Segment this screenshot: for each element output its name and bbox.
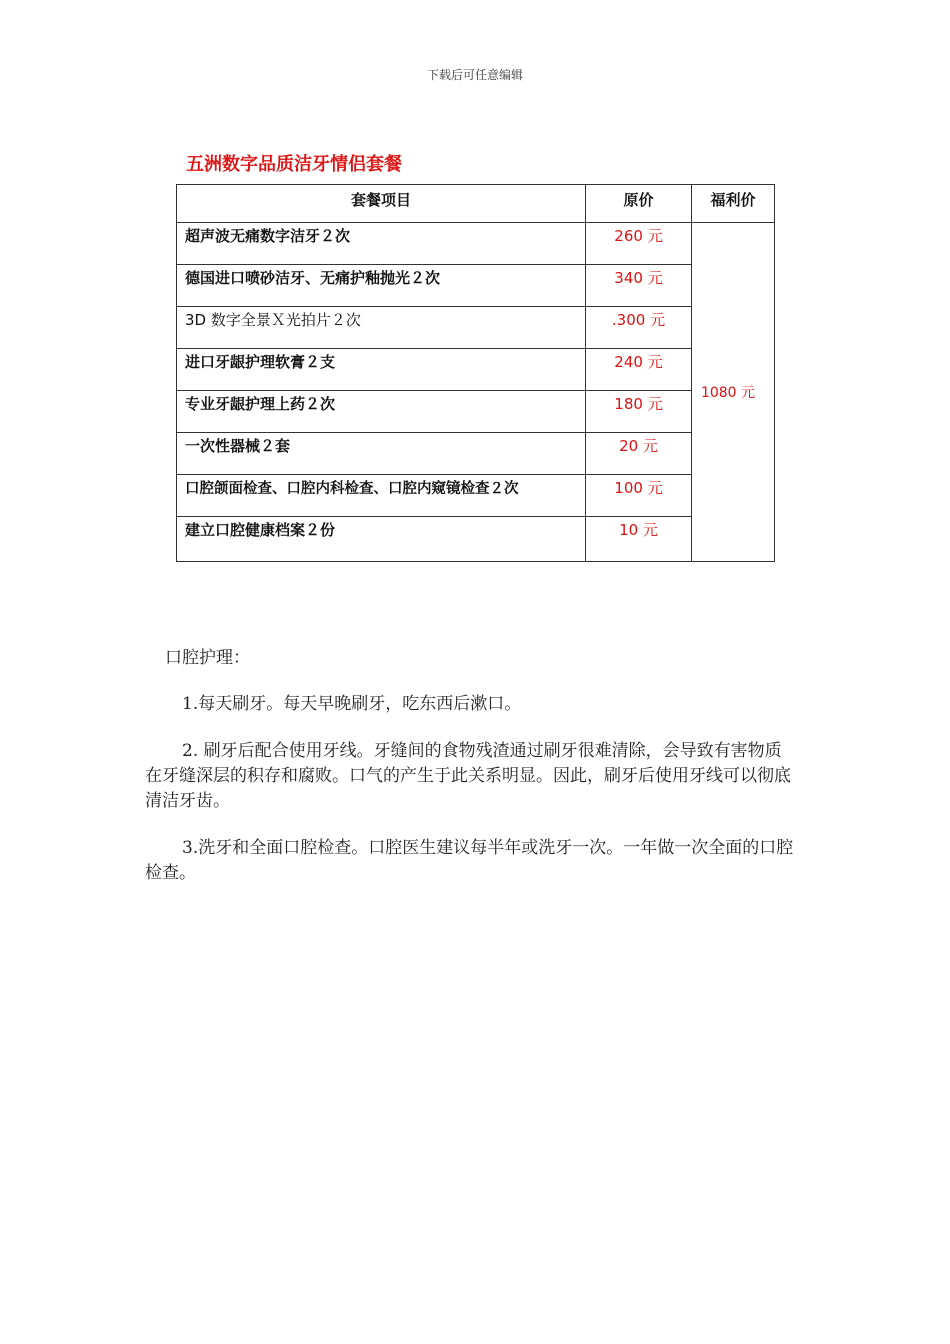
item-cell: 一次性器械２套	[177, 433, 586, 475]
table-header-row	[177, 185, 775, 223]
price-cell: 100 元	[586, 475, 692, 517]
column-header-welfare: 福利价	[692, 185, 775, 223]
price-cell: 260 元	[586, 223, 692, 265]
price-cell: 180 元	[586, 391, 692, 433]
table-row	[177, 349, 775, 391]
oral-care-point-2: 2. 刷牙后配合使用牙线。牙缝间的食物残渣通过刷牙很难清除，会导致有害物质在牙缝深层的积存和腐败。口气的产生于此关系明显。因此，刷牙后使用牙线可以彻底清洁牙齿。	[145, 741, 791, 811]
welfare-price-cell: 1080 元	[692, 223, 775, 562]
column-header-item: 套餐项目	[177, 185, 586, 223]
item-cell: 进口牙龈护理软膏２支	[177, 349, 586, 391]
page-header-note: 下载后可任意编辑	[426, 68, 523, 82]
table-row	[177, 433, 775, 475]
price-cell: .300 元	[586, 307, 692, 349]
item-cell: 德国进口喷砂洁牙、无痛护釉抛光２次	[177, 265, 586, 307]
package-title: 五洲数字品质洁牙情侣套餐	[186, 154, 402, 175]
item-cell: 超声波无痛数字洁牙２次	[177, 223, 586, 265]
item-cell: 3D 数字全景Ｘ光拍片２次	[177, 307, 586, 349]
item-cell: 口腔颌面检查、口腔内科检查、口腔内窥镜检查２次	[177, 475, 586, 517]
table-row	[177, 265, 775, 307]
item-cell: 建立口腔健康档案２份	[177, 517, 586, 562]
oral-care-heading: 口腔护理：	[165, 648, 250, 668]
table-row	[177, 223, 775, 265]
price-cell: 20 元	[586, 433, 692, 475]
price-cell: 240 元	[586, 349, 692, 391]
table-row	[177, 475, 775, 517]
package-table	[176, 184, 775, 562]
column-header-price: 原价	[586, 185, 692, 223]
table-row	[177, 307, 775, 349]
table-row	[177, 517, 775, 562]
oral-care-point-3: 3.洗牙和全面口腔检查。口腔医生建议每半年或洗牙一次。一年做一次全面的口腔检查。	[145, 838, 794, 883]
price-cell: 10 元	[586, 517, 692, 562]
price-cell: 340 元	[586, 265, 692, 307]
table-row	[177, 391, 775, 433]
oral-care-point-1: 1.每天刷牙。每天早晚刷牙，吃东西后漱口。	[182, 694, 522, 714]
item-cell: 专业牙龈护理上药２次	[177, 391, 586, 433]
